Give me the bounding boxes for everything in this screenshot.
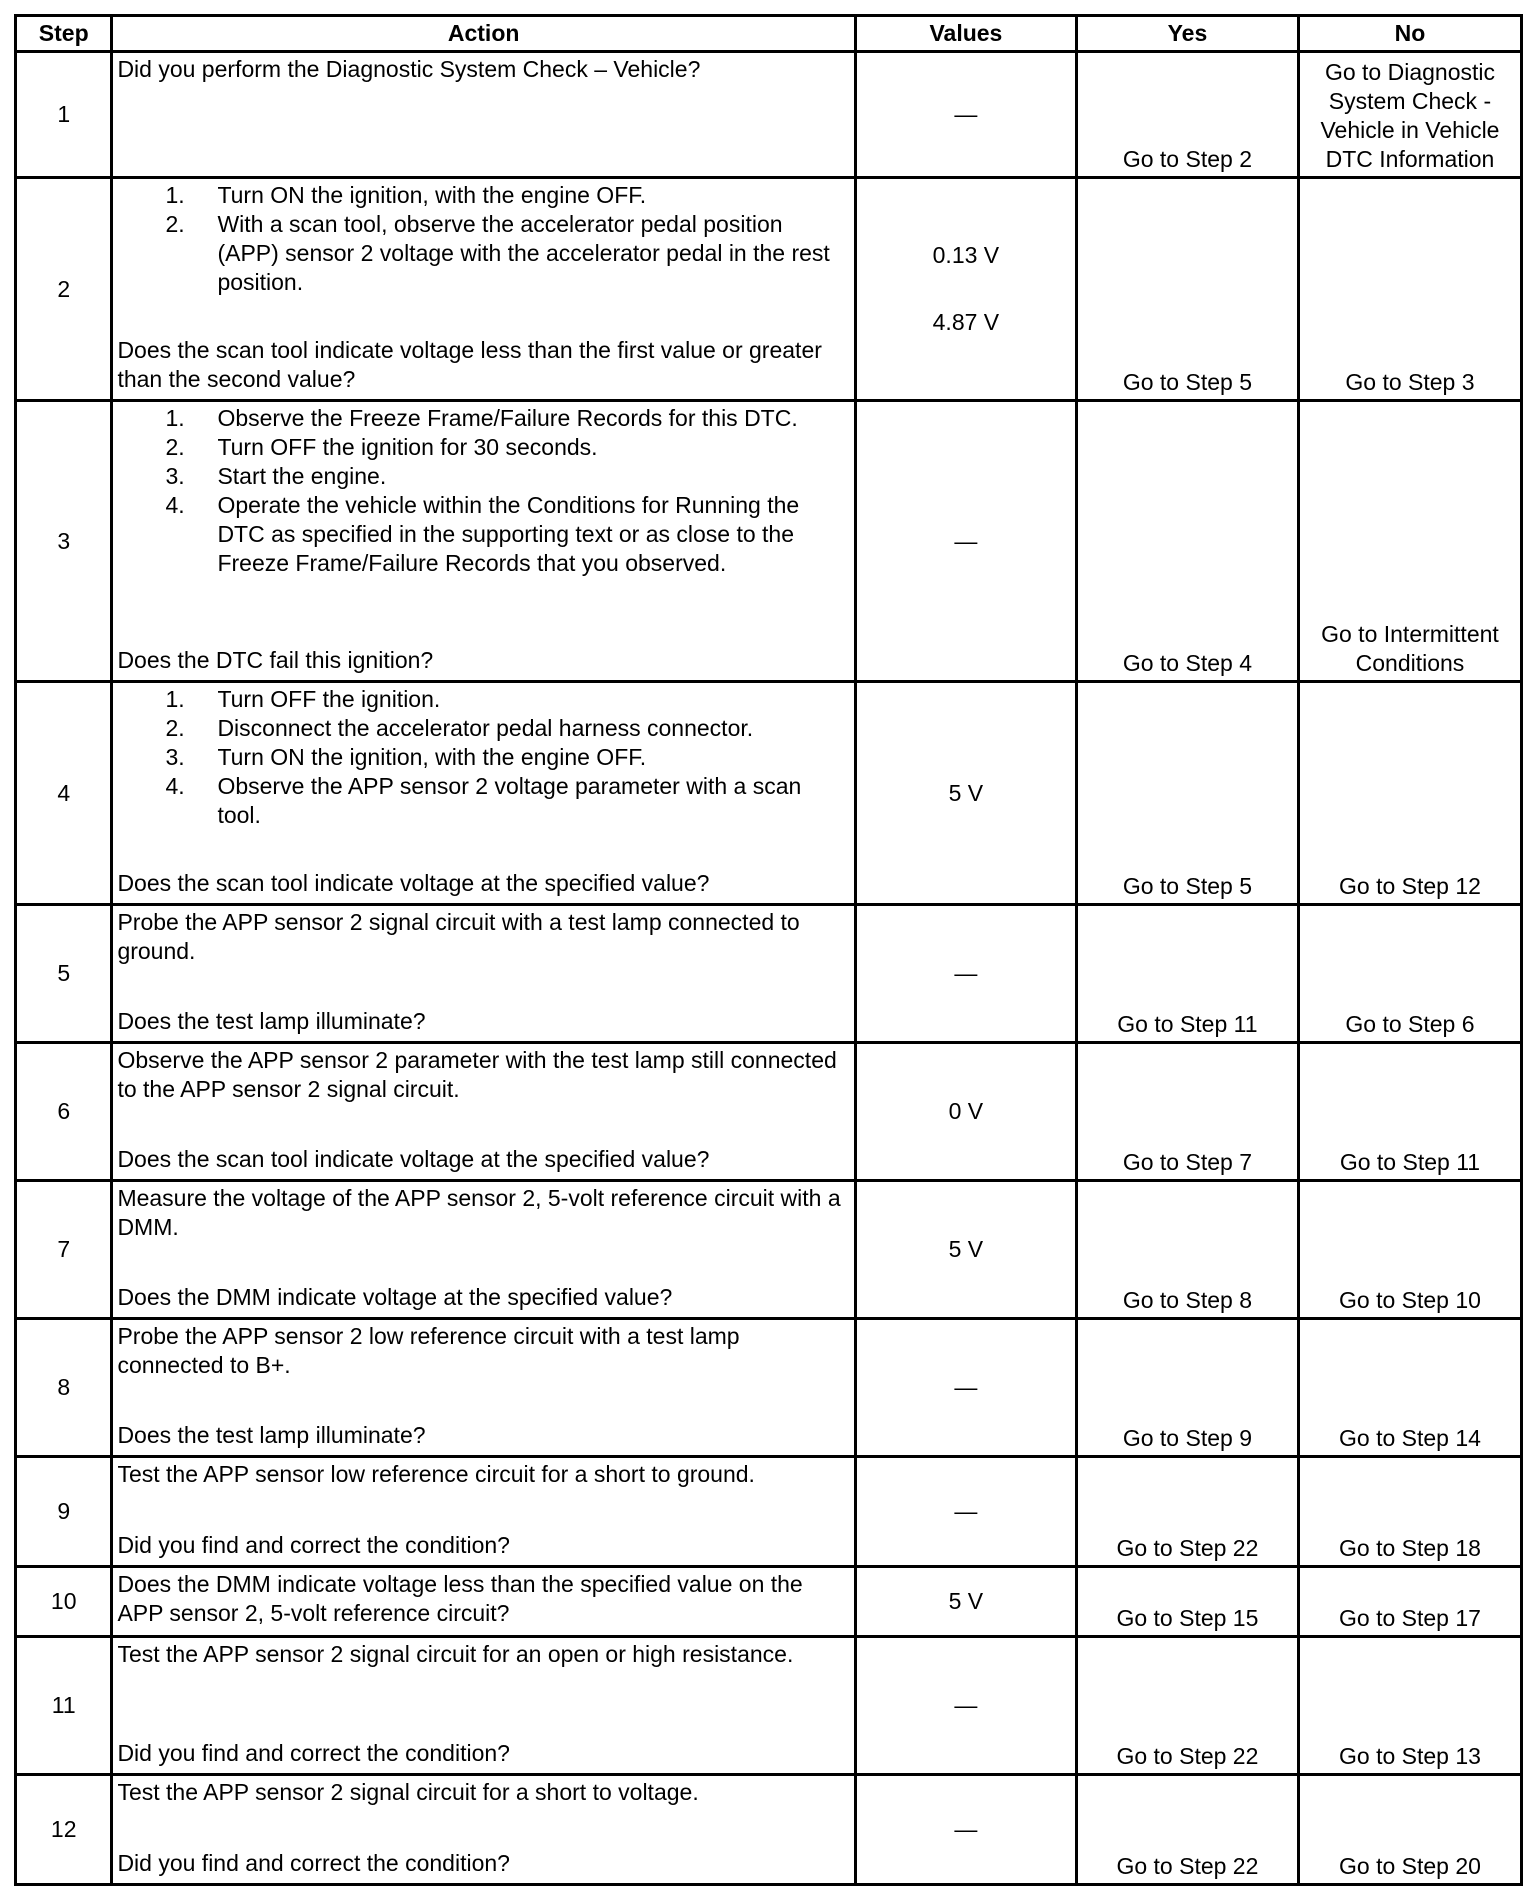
action-cell bbox=[112, 1775, 855, 1885]
action-cell bbox=[112, 1181, 855, 1319]
action-cell bbox=[112, 1043, 855, 1181]
step-number: 7 bbox=[16, 1181, 112, 1319]
action-instruction: Measure the voltage of the APP sensor 2, 5-volt reference circuit with a DMM. bbox=[117, 1185, 841, 1240]
no-result: Go to Step 6 bbox=[1298, 905, 1521, 1043]
action-question: Did you find and correct the condition? bbox=[117, 1740, 510, 1766]
value: — bbox=[954, 1374, 978, 1400]
step-number: 11 bbox=[16, 1637, 112, 1775]
table-row bbox=[16, 682, 1522, 905]
values-cell bbox=[855, 905, 1076, 1043]
step-number: 12 bbox=[16, 1775, 112, 1885]
action-cell bbox=[112, 682, 855, 905]
no-result: Go to Step 11 bbox=[1298, 1043, 1521, 1181]
values-cell bbox=[855, 682, 1076, 905]
action-instruction: Did you perform the Diagnostic System Check – Vehicle? bbox=[117, 56, 701, 82]
value: — bbox=[954, 1816, 978, 1842]
action-question: Does the scan tool indicate voltage less than the first value or greater than the second value? bbox=[117, 337, 822, 392]
value: 0.13 V bbox=[932, 242, 1000, 268]
action-cell bbox=[112, 1319, 855, 1457]
value: 5 V bbox=[948, 1588, 984, 1614]
table-row bbox=[16, 401, 1522, 682]
step-number: 10 bbox=[16, 1567, 112, 1637]
yes-result: Go to Step 2 bbox=[1076, 52, 1298, 178]
action-cell bbox=[112, 1637, 855, 1775]
header-yes: Yes bbox=[1076, 16, 1298, 52]
values-cell bbox=[855, 1457, 1076, 1567]
no-result: Go to Diagnostic System Check - Vehicle in Vehicle DTC Information bbox=[1298, 52, 1521, 178]
action-substep: 4. Operate the vehicle within the Conditions for Running the DTC as specified in the supporting text or as close to the Freeze Frame/Failure Records that you observed. bbox=[217, 491, 849, 578]
values-cell bbox=[855, 178, 1076, 401]
value: — bbox=[954, 1692, 978, 1718]
action-instruction: Observe the APP sensor 2 parameter with the test lamp still connected to the APP sensor 2 signal circuit. bbox=[117, 1047, 837, 1102]
action-question: Does the DMM indicate voltage at the specified value? bbox=[117, 1284, 673, 1310]
table-row bbox=[16, 1567, 1522, 1637]
value: — bbox=[954, 101, 978, 127]
table-row bbox=[16, 1181, 1522, 1319]
values-cell bbox=[855, 1567, 1076, 1637]
action-substep: 1. Observe the Freeze Frame/Failure Records for this DTC. bbox=[217, 404, 849, 433]
no-result: Go to Step 17 bbox=[1298, 1567, 1521, 1637]
no-result: Go to Step 14 bbox=[1298, 1319, 1521, 1457]
no-result: Go to Step 12 bbox=[1298, 682, 1521, 905]
table-row bbox=[16, 1775, 1522, 1885]
action-instruction: Test the APP sensor low reference circuit for a short to ground. bbox=[117, 1461, 755, 1487]
no-result: Go to Step 3 bbox=[1298, 178, 1521, 401]
header-step: Step bbox=[16, 16, 112, 52]
value: 4.87 V bbox=[932, 309, 1000, 335]
table-row bbox=[16, 905, 1522, 1043]
no-result: Go to Step 20 bbox=[1298, 1775, 1521, 1885]
action-instruction: Probe the APP sensor 2 signal circuit with a test lamp connected to ground. bbox=[117, 909, 800, 964]
action-substeps bbox=[117, 685, 849, 830]
action-substep: 1. Turn ON the ignition, with the engine OFF. bbox=[217, 181, 849, 210]
action-substep: 2. Disconnect the accelerator pedal harness connector. bbox=[217, 714, 849, 743]
action-substep: 4. Observe the APP sensor 2 voltage parameter with a scan tool. bbox=[217, 772, 849, 830]
values-cell bbox=[855, 1043, 1076, 1181]
step-number: 5 bbox=[16, 905, 112, 1043]
action-question: Does the scan tool indicate voltage at the specified value? bbox=[117, 1146, 710, 1172]
header-no: No bbox=[1298, 16, 1521, 52]
values-cell bbox=[855, 401, 1076, 682]
table-row bbox=[16, 52, 1522, 178]
values-cell bbox=[855, 1181, 1076, 1319]
action-question: Does the DTC fail this ignition? bbox=[117, 647, 434, 673]
yes-result: Go to Step 22 bbox=[1076, 1637, 1298, 1775]
action-cell bbox=[112, 401, 855, 682]
no-result: Go to Intermittent Conditions bbox=[1298, 401, 1521, 682]
action-instruction: Test the APP sensor 2 signal circuit for an open or high resistance. bbox=[117, 1641, 794, 1667]
value: 5 V bbox=[948, 779, 984, 806]
action-question: Did you find and correct the condition? bbox=[117, 1850, 510, 1876]
header-values: Values bbox=[855, 16, 1076, 52]
yes-result: Go to Step 11 bbox=[1076, 905, 1298, 1043]
action-substep: 3. Turn ON the ignition, with the engine OFF. bbox=[217, 743, 849, 772]
values-cell bbox=[855, 1775, 1076, 1885]
value: — bbox=[954, 527, 978, 554]
action-question: Did you find and correct the condition? bbox=[117, 1532, 510, 1558]
diagnostic-table bbox=[14, 14, 1523, 1886]
values-cell bbox=[855, 1637, 1076, 1775]
action-substep: 1. Turn OFF the ignition. bbox=[217, 685, 849, 714]
table-row bbox=[16, 178, 1522, 401]
no-result: Go to Step 10 bbox=[1298, 1181, 1521, 1319]
step-number: 6 bbox=[16, 1043, 112, 1181]
value: — bbox=[954, 960, 978, 986]
step-number: 8 bbox=[16, 1319, 112, 1457]
no-result: Go to Step 18 bbox=[1298, 1457, 1521, 1567]
step-number: 9 bbox=[16, 1457, 112, 1567]
yes-result: Go to Step 4 bbox=[1076, 401, 1298, 682]
values-cell bbox=[855, 52, 1076, 178]
action-question: Does the test lamp illuminate? bbox=[117, 1422, 426, 1448]
action-cell bbox=[112, 178, 855, 401]
action-instruction: Does the DMM indicate voltage less than the specified value on the APP sensor 2, 5-volt reference circuit? bbox=[117, 1571, 803, 1626]
action-substep: 2. With a scan tool, observe the accelerator pedal position (APP) sensor 2 voltage with the accelerator pedal in the rest position. bbox=[217, 210, 849, 297]
step-number: 1 bbox=[16, 52, 112, 178]
action-instruction: Probe the APP sensor 2 low reference circuit with a test lamp connected to B+. bbox=[117, 1323, 740, 1378]
table-row bbox=[16, 1043, 1522, 1181]
value: 5 V bbox=[948, 1236, 984, 1262]
table-row bbox=[16, 1457, 1522, 1567]
values-cell bbox=[855, 1319, 1076, 1457]
step-number: 3 bbox=[16, 401, 112, 682]
yes-result: Go to Step 5 bbox=[1076, 178, 1298, 401]
step-number: 2 bbox=[16, 178, 112, 401]
action-substep: 2. Turn OFF the ignition for 30 seconds. bbox=[217, 433, 849, 462]
action-substeps bbox=[117, 404, 849, 578]
yes-result: Go to Step 7 bbox=[1076, 1043, 1298, 1181]
yes-result: Go to Step 5 bbox=[1076, 682, 1298, 905]
yes-result: Go to Step 22 bbox=[1076, 1775, 1298, 1885]
yes-result: Go to Step 22 bbox=[1076, 1457, 1298, 1567]
action-cell bbox=[112, 1457, 855, 1567]
no-result: Go to Step 13 bbox=[1298, 1637, 1521, 1775]
yes-result: Go to Step 15 bbox=[1076, 1567, 1298, 1637]
header-row bbox=[16, 16, 1522, 52]
value: 0 V bbox=[948, 1098, 984, 1124]
action-cell bbox=[112, 905, 855, 1043]
action-question: Does the test lamp illuminate? bbox=[117, 1008, 426, 1034]
yes-result: Go to Step 9 bbox=[1076, 1319, 1298, 1457]
step-number: 4 bbox=[16, 682, 112, 905]
table-row bbox=[16, 1637, 1522, 1775]
action-cell bbox=[112, 52, 855, 178]
yes-result: Go to Step 8 bbox=[1076, 1181, 1298, 1319]
header-action: Action bbox=[112, 16, 855, 52]
action-cell bbox=[112, 1567, 855, 1637]
action-question: Does the scan tool indicate voltage at the specified value? bbox=[117, 870, 710, 896]
action-substep: 3. Start the engine. bbox=[217, 462, 849, 491]
action-instruction: Test the APP sensor 2 signal circuit for a short to voltage. bbox=[117, 1779, 699, 1805]
table-row bbox=[16, 1319, 1522, 1457]
action-substeps bbox=[117, 181, 849, 297]
value: — bbox=[954, 1498, 978, 1524]
